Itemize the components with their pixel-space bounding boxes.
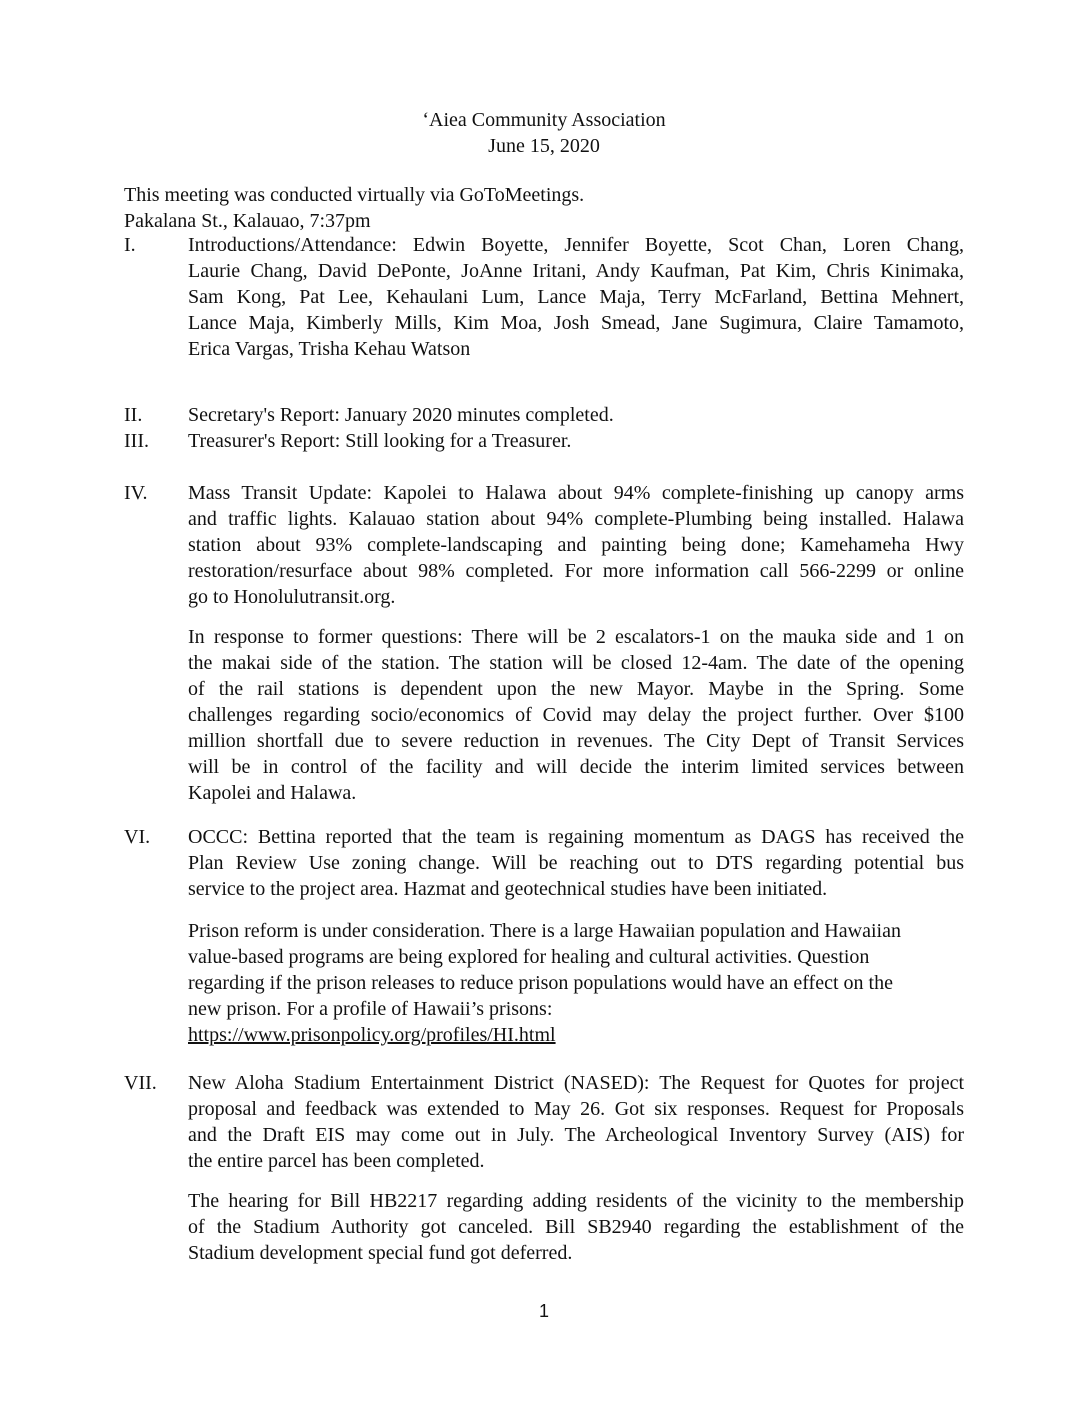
prison-policy-link[interactable]: https://www.prisonpolicy.org/profiles/HI.html (188, 1024, 556, 1046)
section-line: Treasurer's Report: Still looking for a Treasurer. (188, 430, 572, 452)
meeting-intro (124, 182, 984, 234)
section-line: restoration/resurface about 98% completed. For more information call 566-2299 or online (188, 560, 964, 582)
section-line: will be in control of the facility and will decide the interim limited services between (188, 756, 964, 778)
section-line: Lance Maja, Kimberly Mills, Kim Moa, Josh Smead, Jane Sugimura, Claire Tamamoto, (188, 312, 964, 334)
section-line: Laurie Chang, David DePonte, JoAnne Iritani, Andy Kaufman, Pat Kim, Chris Kinimaka, (188, 260, 964, 282)
section-line: New Aloha Stadium Entertainment District (NASED): The Request for Quotes for project (188, 1072, 964, 1094)
section-number: I. (124, 234, 136, 256)
section-line: challenges regarding socio/economics of Covid may delay the project further. Over $100 (188, 704, 964, 726)
section-line: Secretary's Report: January 2020 minutes completed. (188, 404, 614, 426)
document-header (0, 107, 1088, 159)
meeting-location-time: Pakalana St., Kalauao, 7:37pm (124, 210, 371, 232)
section-body (188, 1070, 964, 1174)
section-number: III. (124, 430, 149, 452)
section-line: OCCC: Bettina reported that the team is regaining momentum as DAGS has received the (188, 826, 964, 848)
section-line: proposal and feedback was extended to May 26. Got six responses. Request for Proposals (188, 1098, 964, 1120)
section-line: Prison reform is under consideration. There is a large Hawaiian population and Hawaiian (188, 920, 901, 942)
meeting-format: This meeting was conducted virtually via GoToMeetings. (124, 184, 585, 206)
section-line: station about 93% complete-landscaping and painting being done; Kamehameha Hwy (188, 534, 964, 556)
section-line: Stadium development special fund got deferred. (188, 1242, 573, 1264)
section-body (188, 480, 964, 610)
section-line: The hearing for Bill HB2217 regarding adding residents of the vicinity to the membership (188, 1190, 964, 1212)
section-line: the makai side of the station. The station will be closed 12-4am. The date of the opening (188, 652, 964, 674)
page-number: 1 (538, 1301, 549, 1321)
section-line: In response to former questions: There will be 2 escalators-1 on the mauka side and 1 on (188, 626, 964, 648)
section-line: Introductions/Attendance: Edwin Boyette, Jennifer Boyette, Scot Chan, Loren Chang, (188, 234, 964, 256)
section-number: II. (124, 404, 143, 426)
section-body (188, 402, 964, 428)
organization-name: ‘Aiea Community Association (422, 109, 666, 131)
section-line: go to Honolulutransit.org. (188, 586, 396, 608)
section-body (188, 824, 964, 902)
section-line: new prison. For a profile of Hawaii’s prisons: (188, 998, 553, 1020)
section-line: Kapolei and Halawa. (188, 782, 357, 804)
section-body (188, 232, 964, 362)
section-body (188, 918, 964, 1048)
section-number: VII. (124, 1072, 157, 1094)
section-line: the entire parcel has been completed. (188, 1150, 485, 1172)
section-line: of the rail stations is dependent upon the new Mayor. Maybe in the Spring. Some (188, 678, 964, 700)
section-line: service to the project area. Hazmat and geotechnical studies have been initiated. (188, 878, 828, 900)
section-line: Erica Vargas, Trisha Kehau Watson (188, 338, 471, 360)
section-line: Plan Review Use zoning change. Will be reaching out to DTS regarding potential bus (188, 852, 964, 874)
section-line: Mass Transit Update: Kapolei to Halawa about 94% complete-finishing up canopy arms (188, 482, 964, 504)
section-line: value-based programs are being explored for healing and cultural activities. Question (188, 946, 870, 968)
section-body (188, 428, 964, 454)
section-line: million shortfall due to severe reduction in revenues. The City Dept of Transit Services (188, 730, 964, 752)
meeting-date: June 15, 2020 (488, 135, 600, 157)
section-line: regarding if the prison releases to reduce prison populations would have an effect on the (188, 972, 893, 994)
section-line: Sam Kong, Pat Lee, Kehaulani Lum, Lance Maja, Terry McFarland, Bettina Mehnert, (188, 286, 964, 308)
section-number: VI. (124, 826, 151, 848)
section-line: and traffic lights. Kalauao station about 94% complete-Plumbing being installed. Halawa (188, 508, 964, 530)
section-body (188, 1188, 964, 1266)
section-number: IV. (124, 482, 148, 504)
section-line: and the Draft EIS may come out in July. The Archeological Inventory Survey (AIS) for (188, 1124, 964, 1146)
section-body (188, 624, 964, 806)
section-line: of the Stadium Authority got canceled. Bill SB2940 regarding the establishment of the (188, 1216, 964, 1238)
